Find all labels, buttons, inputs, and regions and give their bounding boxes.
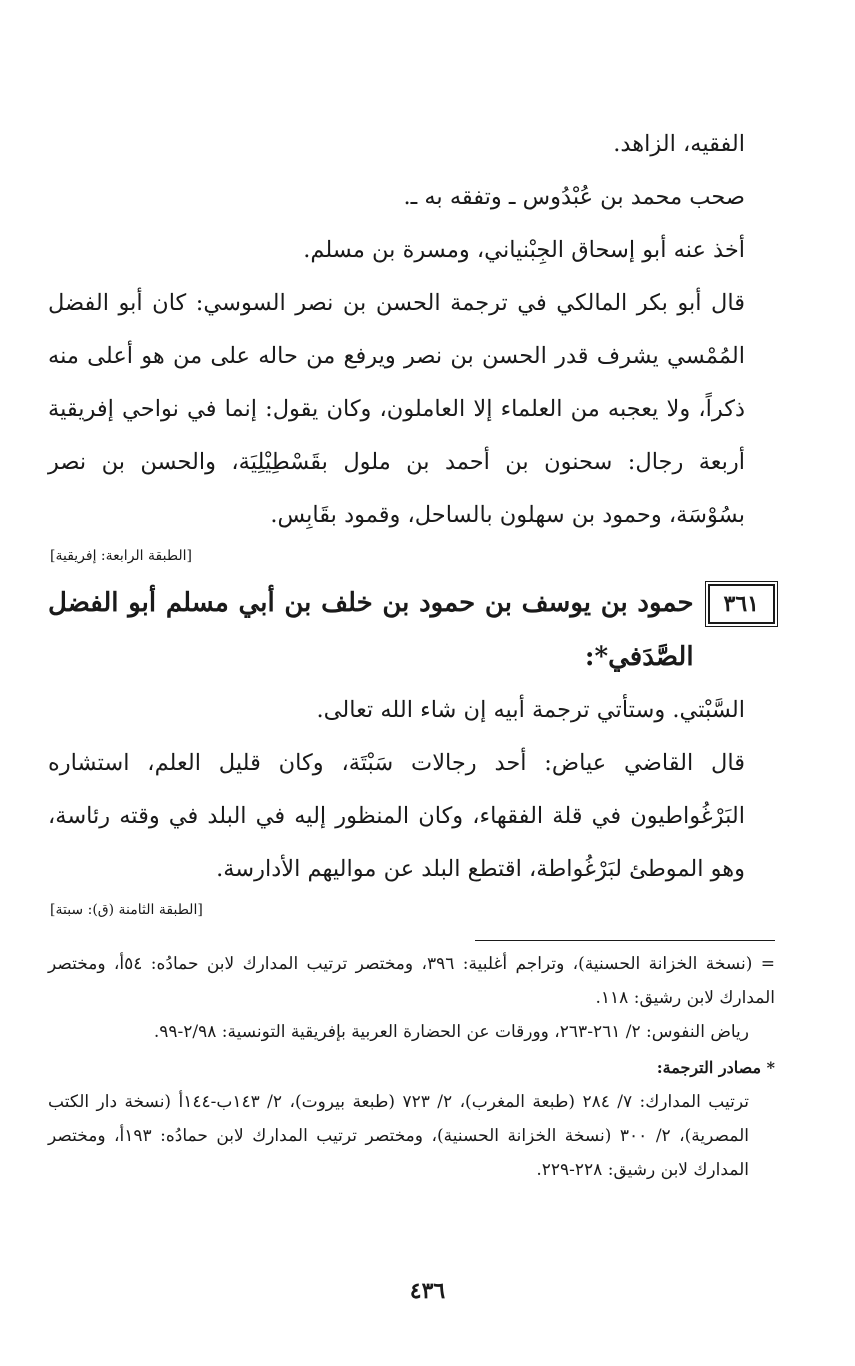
body-line-1: الفقيه، الزاهد. [613,131,745,157]
body-line-3: أخذ عنه أبو إسحاق الجِبْنياني، ومسرة بن مسلم. [303,237,745,263]
footnote-2: رياض النفوس: ٢/ ٢٦١-٢٦٣، وورقات عن الحضارة العربية بإفريقية التونسية: ٢/٩٨-٩٩. [153,1022,749,1042]
entry-header [48,576,775,684]
entry-line-1: السَّبْتي. وستأتي ترجمة أبيه إن شاء الله تعالى. [316,697,745,723]
entry-number: ٣٦١ [708,584,775,624]
category-tag-2: [الطبقة الثامنة (ق): سبتة] [50,902,203,918]
page-content [48,118,775,1187]
body-line-2: صحب محمد بن عُبْدُوس ـ وتفقه به ـ. [403,184,745,210]
footnote-1: = (نسخة الخزانة الحسنية)، وتراجم أغلبية: ٣٩٦، ومختصر ترتيب المدارك لابن حمادُه: ٥٤أ، ومختصر المدارك لابن رشيق: ١١٨. [48,954,775,1008]
sources-heading: * مصادر الترجمة: [656,1058,775,1077]
footnote-3: ترتيب المدارك: ٧/ ٢٨٤ (طبعة المغرب)، ٢/ ٧٢٣ (طبعة بيروت)، ٢/ ١٤٣ب-١٤٤أ (نسخة دار الكتب المصرية)، ٢/ ٣٠٠ (نسخة الخزانة الحسنية)، ومختصر ترتيب المدارك لابن حمادُه: ١٩٣أ، ومختصر المدارك لابن رشيق: ٢٢٨-٢٢٩. [48,1092,749,1180]
footnote-separator [475,940,775,941]
category-tag-1: [الطبقة الرابعة: إفريقية] [50,548,192,564]
entry-title: حمود بن يوسف بن حمود بن خلف بن أبي مسلم أبو الفضل الصَّدَفي*: [48,588,694,672]
body-paragraph-1: قال أبو بكر المالكي في ترجمة الحسن بن نصر السوسي: كان أبو الفضل المُمْسي يشرف قدر الحسن بن نصر ويرفع من حاله على من هو أعلى منه ذكراً، ولا يعجبه من العلماء إلا العاملون، وكان يقول: إنما في نواحي إفريقية أربعة رجال: سحنون بن أحمد بن ملول بقَسْطِيْلِيَة، والحسن بن نصر بسُوْسَة، وحمود بن سهلون بالساحل، وقمود بقَابِس. [48,290,745,528]
entry-paragraph-1: قال القاضي عياض: أحد رجالات سَبْتَة، وكان قليل العلم، استشاره البَرْغُواطيون في قلة الفقهاء، وكان المنظور إليه في البلد في وقته رئاسة، وهو الموطئ لبَرْغُواطة، اقتطع البلد عن مواليهم الأدارسة. [48,750,745,882]
page-number: ٤٣٦ [409,1278,446,1304]
